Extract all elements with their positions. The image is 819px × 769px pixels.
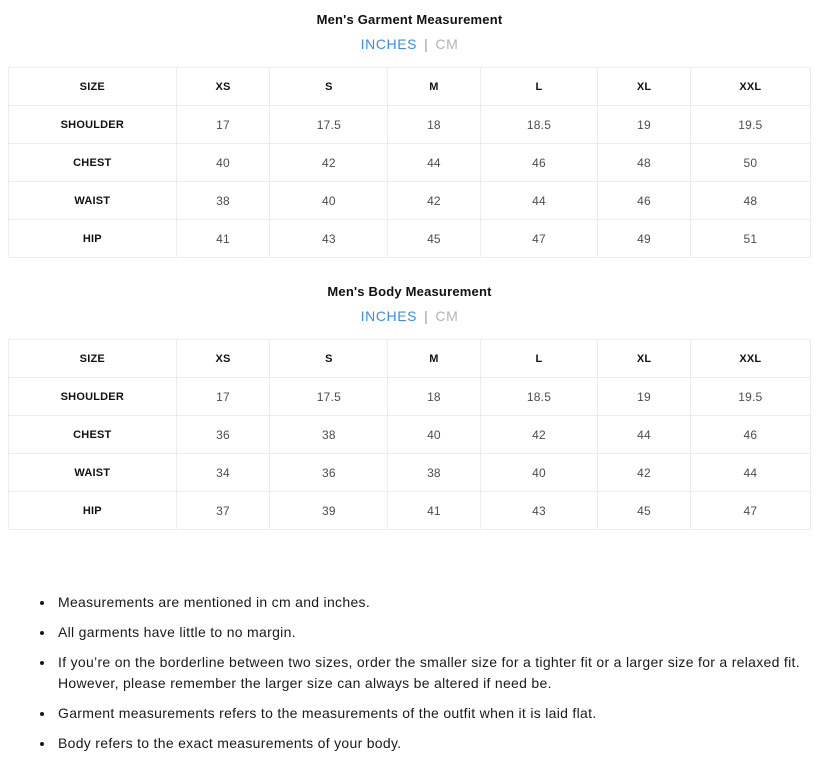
table-header-row xyxy=(9,68,811,106)
cell: 43 xyxy=(270,220,388,258)
cell: 42 xyxy=(480,416,598,454)
table-row xyxy=(9,144,811,182)
cell: 42 xyxy=(598,454,690,492)
col-header-size: SIZE xyxy=(9,68,177,106)
cell: 43 xyxy=(480,492,598,530)
garment-inches-toggle[interactable]: INCHES xyxy=(360,36,418,52)
body-unit-toggle xyxy=(8,308,811,324)
row-label-waist: WAIST xyxy=(9,182,177,220)
cell: 18.5 xyxy=(480,106,598,144)
cell: 17.5 xyxy=(270,378,388,416)
cell: 45 xyxy=(598,492,690,530)
cell: 38 xyxy=(270,416,388,454)
cell: 18.5 xyxy=(480,378,598,416)
garment-unit-toggle xyxy=(8,36,811,52)
body-inches-toggle[interactable]: INCHES xyxy=(360,308,418,324)
body-section-title: Men's Body Measurement xyxy=(327,284,492,299)
cell: 40 xyxy=(270,182,388,220)
unit-separator: | xyxy=(424,36,429,52)
garment-measurement-section xyxy=(8,12,811,258)
col-header-size: SIZE xyxy=(9,340,177,378)
body-cm-toggle[interactable]: CM xyxy=(435,308,459,324)
row-label-shoulder: SHOULDER xyxy=(9,106,177,144)
cell: 17 xyxy=(176,378,270,416)
note-item: • Body refers to the exact measurements of your body. xyxy=(55,733,801,754)
body-size-table xyxy=(8,339,811,530)
cell: 38 xyxy=(388,454,480,492)
cell: 17 xyxy=(176,106,270,144)
table-row xyxy=(9,492,811,530)
cell: 19 xyxy=(598,378,690,416)
row-label-chest: CHEST xyxy=(9,416,177,454)
col-header-xxl: XXL xyxy=(690,340,810,378)
cell: 42 xyxy=(388,182,480,220)
cell: 17.5 xyxy=(270,106,388,144)
cell: 41 xyxy=(176,220,270,258)
cell: 36 xyxy=(176,416,270,454)
note-item: • All garments have little to no margin. xyxy=(55,622,801,643)
body-measurement-section xyxy=(8,284,811,530)
cell: 41 xyxy=(388,492,480,530)
cell: 49 xyxy=(598,220,690,258)
col-header-xl: XL xyxy=(598,68,690,106)
col-header-m: M xyxy=(388,340,480,378)
table-row xyxy=(9,220,811,258)
col-header-m: M xyxy=(388,68,480,106)
cell: 38 xyxy=(176,182,270,220)
cell: 46 xyxy=(598,182,690,220)
row-label-shoulder: SHOULDER xyxy=(9,378,177,416)
row-label-waist: WAIST xyxy=(9,454,177,492)
table-row xyxy=(9,106,811,144)
garment-section-title: Men's Garment Measurement xyxy=(316,12,503,27)
cell: 51 xyxy=(690,220,810,258)
table-row xyxy=(9,182,811,220)
cell: 18 xyxy=(388,378,480,416)
cell: 44 xyxy=(690,454,810,492)
cell: 37 xyxy=(176,492,270,530)
garment-cm-toggle[interactable]: CM xyxy=(435,36,459,52)
cell: 45 xyxy=(388,220,480,258)
cell: 42 xyxy=(270,144,388,182)
col-header-s: S xyxy=(270,68,388,106)
col-header-xs: XS xyxy=(176,340,270,378)
cell: 36 xyxy=(270,454,388,492)
col-header-l: L xyxy=(480,68,598,106)
unit-separator: | xyxy=(424,308,429,324)
row-label-hip: HIP xyxy=(9,220,177,258)
col-header-xs: XS xyxy=(176,68,270,106)
cell: 48 xyxy=(690,182,810,220)
cell: 44 xyxy=(480,182,598,220)
col-header-l: L xyxy=(480,340,598,378)
cell: 47 xyxy=(480,220,598,258)
cell: 47 xyxy=(690,492,810,530)
cell: 40 xyxy=(480,454,598,492)
col-header-xl: XL xyxy=(598,340,690,378)
col-header-s: S xyxy=(270,340,388,378)
cell: 46 xyxy=(480,144,598,182)
table-header-row xyxy=(9,340,811,378)
cell: 48 xyxy=(598,144,690,182)
row-label-hip: HIP xyxy=(9,492,177,530)
cell: 39 xyxy=(270,492,388,530)
table-row xyxy=(9,416,811,454)
note-item: • Measurements are mentioned in cm and inches. xyxy=(55,592,801,613)
cell: 46 xyxy=(690,416,810,454)
table-row xyxy=(9,454,811,492)
cell: 19.5 xyxy=(690,106,810,144)
table-row xyxy=(9,378,811,416)
cell: 40 xyxy=(388,416,480,454)
cell: 19.5 xyxy=(690,378,810,416)
col-header-xxl: XXL xyxy=(690,68,810,106)
row-label-chest: CHEST xyxy=(9,144,177,182)
note-item: • If you’re on the borderline between two sizes, order the smaller size for a tighter fit or a larger size for a relaxed fit. However, please remember the larger size can always be altered if need be. xyxy=(55,652,801,694)
cell: 18 xyxy=(388,106,480,144)
cell: 50 xyxy=(690,144,810,182)
note-item: • Garment measurements refers to the measurements of the outfit when it is laid flat. xyxy=(55,703,801,724)
cell: 40 xyxy=(176,144,270,182)
cell: 44 xyxy=(388,144,480,182)
size-guide-notes xyxy=(8,592,811,754)
cell: 19 xyxy=(598,106,690,144)
cell: 44 xyxy=(598,416,690,454)
garment-size-table xyxy=(8,67,811,258)
cell: 34 xyxy=(176,454,270,492)
